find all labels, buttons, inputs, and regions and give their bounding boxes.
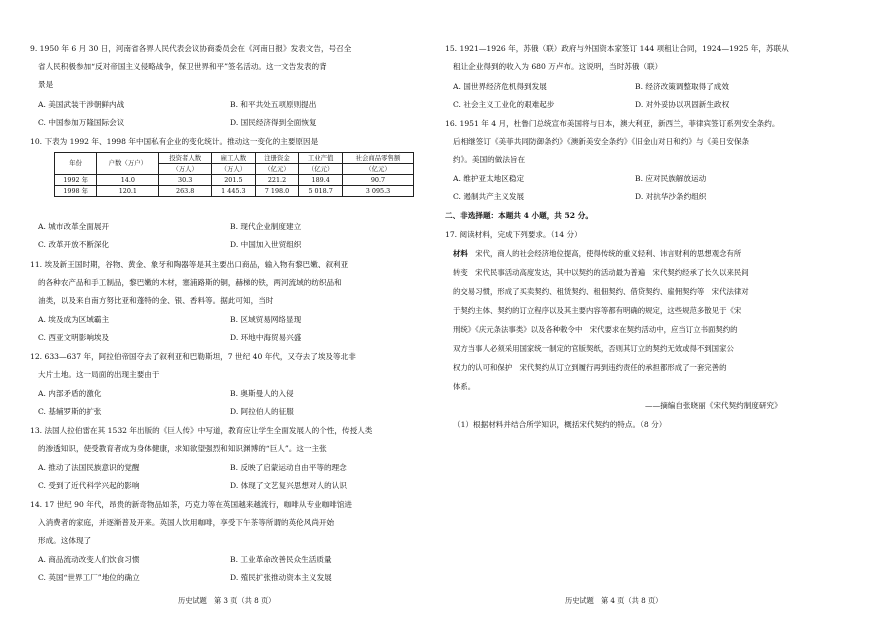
q17-material-line-6: 双方当事人必须采用国家统一制定的官版契纸，否则其订立的契约无效或得不到国家公 [453, 344, 734, 353]
table-unit-cell: （亿元） [299, 164, 343, 175]
table-header-row [55, 153, 414, 164]
q10-line-1: 10. 下表为 1992 年、1998 年中国私有企业的变化统计。推动这一变化的主要原因是 [30, 137, 319, 146]
q17-material-line-1 [453, 249, 741, 259]
q12-option-b[interactable]: B. 奥斯曼人的入侵 [230, 389, 294, 398]
q9-line-1: 9. 1950 年 6 月 30 日，河南省各界人民代表会议协商委员会在《河南日报》发表文告，号召全 [30, 44, 352, 53]
table-cell: 5 018.7 [299, 186, 343, 197]
table-cell: 14.0 [97, 175, 159, 186]
q13-option-c[interactable]: C. 受到了近代科学兴起的影响 [38, 481, 140, 490]
table-cell: 1992 年 [55, 175, 97, 186]
table-cell: 30.3 [159, 175, 212, 186]
q16-line-3: 约》。美国的做法旨在 [453, 155, 526, 164]
q9-option-d[interactable]: D. 国民经济得到全面恢复 [230, 118, 317, 127]
q11-option-d[interactable]: D. 环地中海贸易兴盛 [230, 333, 302, 342]
table-cell: 221.2 [255, 175, 299, 186]
q9-line-2: 省人民积极参加“反对帝国主义侵略战争，保卫世界和平”签名活动。这一文告发表的背 [38, 62, 327, 71]
q12-line-1: 12. 633—637 年，阿拉伯帝国夺去了叙利亚和巴勒斯坦，7 世纪 40 年代，又夺去了埃及等北非 [30, 352, 356, 361]
q12-option-a[interactable]: A. 内部矛盾的激化 [38, 389, 102, 398]
q17-material-line-4: 于契约主体、契约的订立程序以及其主要内容等都有明确的规定，这些规范多散见于《宋 [453, 306, 742, 315]
right-page-footer: 历史试题 第 4 页（共 8 页） [565, 596, 663, 605]
left-page-footer: 历史试题 第 3 页（共 8 页） [178, 596, 276, 605]
table-header-cell: 雇工人数 [212, 153, 256, 164]
q14-option-b[interactable]: B. 工业革命改善民众生活质量 [230, 555, 332, 564]
q17-subquestion-1: （1）根据材料并结合所学知识，概括宋代契约的特点。（8 分） [453, 420, 667, 429]
q12-line-2: 大片土地。这一局面的出现主要由于 [38, 370, 160, 379]
q11-option-b[interactable]: B. 区域贸易网络显现 [230, 315, 302, 324]
material-label: 材料 [453, 249, 468, 258]
q10-option-c[interactable]: C. 改革开放不断深化 [38, 240, 110, 249]
q12-option-c[interactable]: C. 基辅罗斯的扩张 [38, 407, 102, 416]
q10-option-b[interactable]: B. 现代企业制度建立 [230, 222, 302, 231]
table-unit-cell: （万人） [159, 164, 212, 175]
q10-option-d[interactable]: D. 中国加入世贸组织 [230, 240, 302, 249]
q15-option-a[interactable]: A. 国世界经济危机得到发展 [453, 82, 547, 91]
q13-option-d[interactable]: D. 体现了文艺复兴思想对人的认识 [230, 481, 347, 490]
table-cell: 263.8 [159, 186, 212, 197]
table-cell: 1998 年 [55, 186, 97, 197]
q11-line-3: 油类，以及来自南方努比亚和蓬特的金、银、香料等。据此可知，当时 [38, 296, 274, 305]
table-unit-cell: （亿元） [342, 164, 413, 175]
q17-line-1: 17. 阅读材料，完成下列要求。（14 分） [445, 230, 582, 239]
q13-line-1: 13. 法国人拉伯雷在其 1532 年出版的《巨人传》中写道，教育应让学生全面发展人的个性，传授人类 [30, 426, 373, 435]
q9-option-b[interactable]: B. 和平共处五项原则提出 [230, 100, 317, 109]
table-header-cell: 投资者人数 [159, 153, 212, 164]
q16-line-2: 后相继签订《美菲共同防御条约》《澳新美安全条约》《旧金山对日和约》与《美日安保条 [453, 137, 750, 146]
q16-option-a[interactable]: A. 维护亚太地区稳定 [453, 174, 525, 183]
table-header-cell: 工业产值 [299, 153, 343, 164]
table-header-cell: 社会商品零售额 [342, 153, 413, 164]
q13-option-a[interactable]: A. 推动了法国民族意识的觉醒 [38, 463, 140, 472]
q13-option-b[interactable]: B. 反映了启蒙运动自由平等的理念 [230, 463, 347, 472]
q16-option-c[interactable]: C. 遏制共产主义发展 [453, 192, 525, 201]
q11-line-2: 的各种农产品和手工制品，黎巴嫩的木材，塞浦路斯的铜，赫梯的铁，两河流域的纺织品和 [38, 278, 342, 287]
q10-data-table [54, 152, 414, 197]
q11-option-c[interactable]: C. 西亚文明影响埃及 [38, 333, 110, 342]
q10-option-a[interactable]: A. 城市改革全面展开 [38, 222, 110, 231]
q15-option-c[interactable]: C. 社会主义工业化的艰难起步 [453, 100, 555, 109]
table-cell: 7 198.0 [255, 186, 299, 197]
q11-line-1: 11. 埃及新王国时期，谷物、黄金、象牙和陶器等是其主要出口商品，输入物有黎巴嫩、叙利亚 [30, 260, 349, 269]
table-cell: 189.4 [299, 175, 343, 186]
table-unit-cell: （亿元） [255, 164, 299, 175]
q9-option-c[interactable]: C. 中国参加万隆国际会议 [38, 118, 125, 127]
q15-line-1: 15. 1921—1926 年，苏俄（联）政府与外国资本家签订 144 项租让合同，1924—1925 年，苏联从 [445, 44, 789, 53]
q9-option-a[interactable]: A. 美国武装干涉朝鲜内战 [38, 100, 125, 109]
table-row [55, 175, 414, 186]
right-page [445, 0, 845, 629]
table-unit-cell: （万人） [212, 164, 256, 175]
section-2-heading: 二、非选择题：本题共 4 小题，共 52 分。 [445, 211, 593, 220]
q16-line-1: 16. 1951 年 4 月，杜鲁门总统宣布美国将与日本，澳大利亚，新西兰，菲律宾签订系列安全条约。 [445, 119, 780, 128]
q17-material-line-2: 转变 宋代民事活动高度发达，其中以契约的活动最为普遍 宋代契约经承了长久以来民间 [453, 268, 749, 277]
table-header-cell: 年份 [55, 153, 97, 175]
q15-option-b[interactable]: B. 经济改策调整取得了成效 [635, 82, 729, 91]
q15-line-2: 租让企业得到的收入为 680 万卢布。这说明，当时苏俄（联） [453, 62, 663, 71]
q16-option-d[interactable]: D. 对抗华沙条约组织 [635, 192, 707, 201]
q14-line-1: 14. 17 世纪 90 年代，昂贵的新奇物品如茶，巧克力等在英国越来越流行，咖啡从专业咖啡馆进 [30, 500, 353, 509]
table-header-cell: 户数（万户） [97, 153, 159, 175]
q15-option-d[interactable]: D. 对外妥协以巩固新生政权 [635, 100, 730, 109]
table-row [55, 186, 414, 197]
table-cell: 3 095.3 [342, 186, 413, 197]
material-text: 宋代，商人的社会经济地位提高，使得传统的重义轻利、讳言财利的思想观念有所 [467, 249, 742, 258]
table-cell: 201.5 [212, 175, 256, 186]
q17-material-line-8: 体系。 [453, 382, 476, 391]
q13-line-2: 的渗透知识，使受教育者成为身体健康，求知欲望强烈和知识渊博的“巨人”。这一主张 [38, 444, 327, 453]
table-cell: 120.1 [97, 186, 159, 197]
q14-line-2: 入消费者的家庭，并逐渐普及开来。英国人饮用咖啡，享受下午茶等所谓的英伦风尚开始 [38, 518, 335, 527]
table-cell: 1 445.3 [212, 186, 256, 197]
left-page [30, 0, 425, 629]
q12-option-d[interactable]: D. 阿拉伯人的征服 [230, 407, 294, 416]
q14-option-a[interactable]: A. 商品流动改变人们饮食习惯 [38, 555, 140, 564]
q17-source: ——摘编自张晓丽《宋代契约制度研究》 [645, 401, 782, 410]
table-header-cell: 注册资金 [255, 153, 299, 164]
q14-option-c[interactable]: C. 英国“世界工厂”地位的确立 [38, 573, 140, 582]
q16-option-b[interactable]: B. 应对民族解放运动 [635, 174, 707, 183]
table-cell: 90.7 [342, 175, 413, 186]
q17-material-line-3: 的交易习惯，形成了买卖契约、租赁契约、租佃契约、借贷契约、雇佣契约等 宋代法律对 [453, 287, 749, 296]
q14-option-d[interactable]: D. 殖民扩张推动资本主义发展 [230, 573, 332, 582]
q11-option-a[interactable]: A. 埃及成为区域霸主 [38, 315, 110, 324]
q17-material-line-7: 权力的认可和保护 宋代契约从订立到履行再到违约责任的承担都形成了一套完善的 [453, 363, 727, 372]
q9-line-3: 景是 [38, 80, 54, 89]
q17-material-line-5: 刑统》《庆元条法事类》以及各种敕令中 宋代要求在契约活动中，应当订立书面契约的 [453, 325, 738, 334]
q14-line-3: 形成。这体现了 [38, 536, 92, 545]
